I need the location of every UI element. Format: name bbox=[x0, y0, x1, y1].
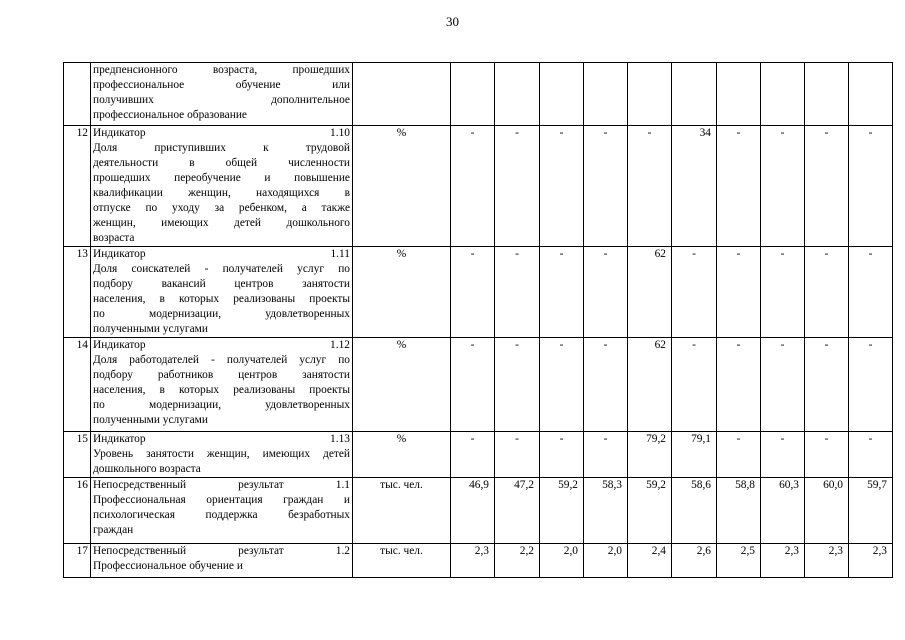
value-cell: 59,2 bbox=[540, 478, 584, 544]
unit-cell: % bbox=[353, 126, 451, 247]
row-description bbox=[91, 478, 353, 544]
unit-cell: % bbox=[353, 247, 451, 338]
value-cell: - bbox=[495, 338, 540, 432]
description-line: Непосредственный результат 1.2 bbox=[93, 545, 350, 557]
description-line: населения, в которых реализованы проекты bbox=[93, 293, 350, 305]
value-cell: - bbox=[451, 247, 495, 338]
description-line: подбору вакансий центров занятости bbox=[93, 278, 350, 290]
value-cell: - bbox=[540, 338, 584, 432]
value-cell: 79,2 bbox=[628, 432, 672, 478]
row-description bbox=[91, 126, 353, 247]
value-cell: - bbox=[761, 432, 805, 478]
indicators-table bbox=[63, 62, 893, 578]
value-cell bbox=[761, 63, 805, 126]
value-cell: - bbox=[805, 338, 849, 432]
value-cell: - bbox=[849, 247, 893, 338]
value-cell: - bbox=[672, 247, 717, 338]
value-cell: 59,2 bbox=[628, 478, 672, 544]
value-cell: - bbox=[584, 338, 628, 432]
value-cell: - bbox=[540, 247, 584, 338]
value-cell: - bbox=[805, 126, 849, 247]
row-number bbox=[64, 63, 91, 126]
value-cell: - bbox=[761, 247, 805, 338]
value-cell: 2,3 bbox=[761, 544, 805, 578]
row-description bbox=[91, 432, 353, 478]
description-line: Доля работодателей - получателей услуг по bbox=[93, 354, 350, 366]
description-line: Доля соискателей - получателей услуг по bbox=[93, 263, 350, 275]
value-cell bbox=[717, 63, 761, 126]
table-row bbox=[64, 126, 893, 247]
description-line: психологическая поддержка безработных bbox=[93, 509, 350, 521]
value-cell: 2,0 bbox=[584, 544, 628, 578]
description-line: получивших дополнительное bbox=[93, 94, 350, 106]
description-line: по модернизации, удовлетворенных bbox=[93, 399, 350, 411]
value-cell: - bbox=[849, 126, 893, 247]
value-cell bbox=[584, 63, 628, 126]
value-cell: - bbox=[761, 126, 805, 247]
description-line: Индикатор 1.13 bbox=[93, 433, 350, 445]
value-cell bbox=[628, 63, 672, 126]
description-line: дошкольного возраста bbox=[93, 463, 201, 475]
value-cell: - bbox=[717, 338, 761, 432]
row-description bbox=[91, 544, 353, 578]
description-line: Непосредственный результат 1.1 bbox=[93, 479, 350, 491]
value-cell: - bbox=[717, 126, 761, 247]
value-cell: 34 bbox=[672, 126, 717, 247]
value-cell: - bbox=[761, 338, 805, 432]
description-line: полученными услугами bbox=[93, 414, 208, 426]
value-cell: 2,0 bbox=[540, 544, 584, 578]
description-line: прошедших переобучение и повышение bbox=[93, 172, 350, 184]
unit-cell bbox=[353, 63, 451, 126]
value-cell: - bbox=[495, 247, 540, 338]
table-row bbox=[64, 247, 893, 338]
unit-cell: тыс. чел. bbox=[353, 544, 451, 578]
table-row bbox=[64, 338, 893, 432]
row-number: 13 bbox=[64, 247, 91, 338]
description-line: граждан bbox=[93, 524, 134, 536]
value-cell: 58,8 bbox=[717, 478, 761, 544]
value-cell: 2,5 bbox=[717, 544, 761, 578]
row-description bbox=[91, 63, 353, 126]
table-body bbox=[64, 63, 893, 578]
value-cell: - bbox=[717, 432, 761, 478]
value-cell: 2,3 bbox=[451, 544, 495, 578]
value-cell: - bbox=[451, 432, 495, 478]
table-row bbox=[64, 478, 893, 544]
value-cell: - bbox=[805, 432, 849, 478]
value-cell: - bbox=[849, 338, 893, 432]
description-line: возраста bbox=[93, 232, 135, 244]
value-cell bbox=[849, 63, 893, 126]
value-cell: - bbox=[540, 126, 584, 247]
value-cell: 62 bbox=[628, 338, 672, 432]
value-cell: 60,3 bbox=[761, 478, 805, 544]
value-cell: - bbox=[849, 432, 893, 478]
value-cell: 79,1 bbox=[672, 432, 717, 478]
value-cell: - bbox=[451, 338, 495, 432]
description-line: Уровень занятости женщин, имеющих детей bbox=[93, 448, 350, 460]
description-line: Профессиональная ориентация граждан и bbox=[93, 494, 350, 506]
description-line: подбору работников центров занятости bbox=[93, 369, 350, 381]
description-line: Индикатор 1.10 bbox=[93, 127, 350, 139]
description-line: профессиональное обучение или bbox=[93, 79, 350, 91]
value-cell bbox=[495, 63, 540, 126]
row-number: 15 bbox=[64, 432, 91, 478]
value-cell: 2,4 bbox=[628, 544, 672, 578]
value-cell: - bbox=[584, 126, 628, 247]
value-cell: - bbox=[805, 247, 849, 338]
value-cell: 47,2 bbox=[495, 478, 540, 544]
page-number: 30 bbox=[446, 14, 459, 29]
unit-cell: тыс. чел. bbox=[353, 478, 451, 544]
value-cell: 2,6 bbox=[672, 544, 717, 578]
value-cell: 2,3 bbox=[849, 544, 893, 578]
value-cell bbox=[540, 63, 584, 126]
description-line: Доля приступивших к трудовой bbox=[93, 142, 350, 154]
description-line: отпуске по уходу за ребенком, а также bbox=[93, 202, 350, 214]
description-line: Индикатор 1.11 bbox=[93, 248, 350, 260]
value-cell: 2,2 bbox=[495, 544, 540, 578]
value-cell: - bbox=[584, 432, 628, 478]
value-cell: 58,3 bbox=[584, 478, 628, 544]
row-number: 16 bbox=[64, 478, 91, 544]
description-line: предпенсионного возраста, прошедших bbox=[93, 64, 350, 76]
table-row bbox=[64, 432, 893, 478]
row-number: 12 bbox=[64, 126, 91, 247]
description-line: Профессиональное обучение и bbox=[93, 560, 243, 572]
unit-cell: % bbox=[353, 338, 451, 432]
table-row bbox=[64, 63, 893, 126]
value-cell: - bbox=[540, 432, 584, 478]
description-line: Индикатор 1.12 bbox=[93, 339, 350, 351]
value-cell: - bbox=[584, 247, 628, 338]
value-cell bbox=[672, 63, 717, 126]
value-cell: 62 bbox=[628, 247, 672, 338]
unit-cell: % bbox=[353, 432, 451, 478]
value-cell: 46,9 bbox=[451, 478, 495, 544]
value-cell: - bbox=[628, 126, 672, 247]
value-cell bbox=[805, 63, 849, 126]
description-line: профессиональное образование bbox=[93, 109, 247, 121]
value-cell: 2,3 bbox=[805, 544, 849, 578]
value-cell: - bbox=[672, 338, 717, 432]
value-cell: - bbox=[495, 432, 540, 478]
row-number: 14 bbox=[64, 338, 91, 432]
description-line: полученными услугами bbox=[93, 323, 208, 335]
description-line: деятельности в общей численности bbox=[93, 157, 350, 169]
description-line: населения, в которых реализованы проекты bbox=[93, 384, 350, 396]
row-description bbox=[91, 338, 353, 432]
value-cell: 60,0 bbox=[805, 478, 849, 544]
description-line: женщин, имеющих детей дошкольного bbox=[93, 217, 350, 229]
value-cell bbox=[451, 63, 495, 126]
row-description bbox=[91, 247, 353, 338]
value-cell: - bbox=[717, 247, 761, 338]
value-cell: - bbox=[495, 126, 540, 247]
value-cell: - bbox=[451, 126, 495, 247]
description-line: по модернизации, удовлетворенных bbox=[93, 308, 350, 320]
value-cell: 58,6 bbox=[672, 478, 717, 544]
table-row bbox=[64, 544, 893, 578]
description-line: квалификации женщин, находящихся в bbox=[93, 187, 350, 199]
value-cell: 59,7 bbox=[849, 478, 893, 544]
row-number: 17 bbox=[64, 544, 91, 578]
